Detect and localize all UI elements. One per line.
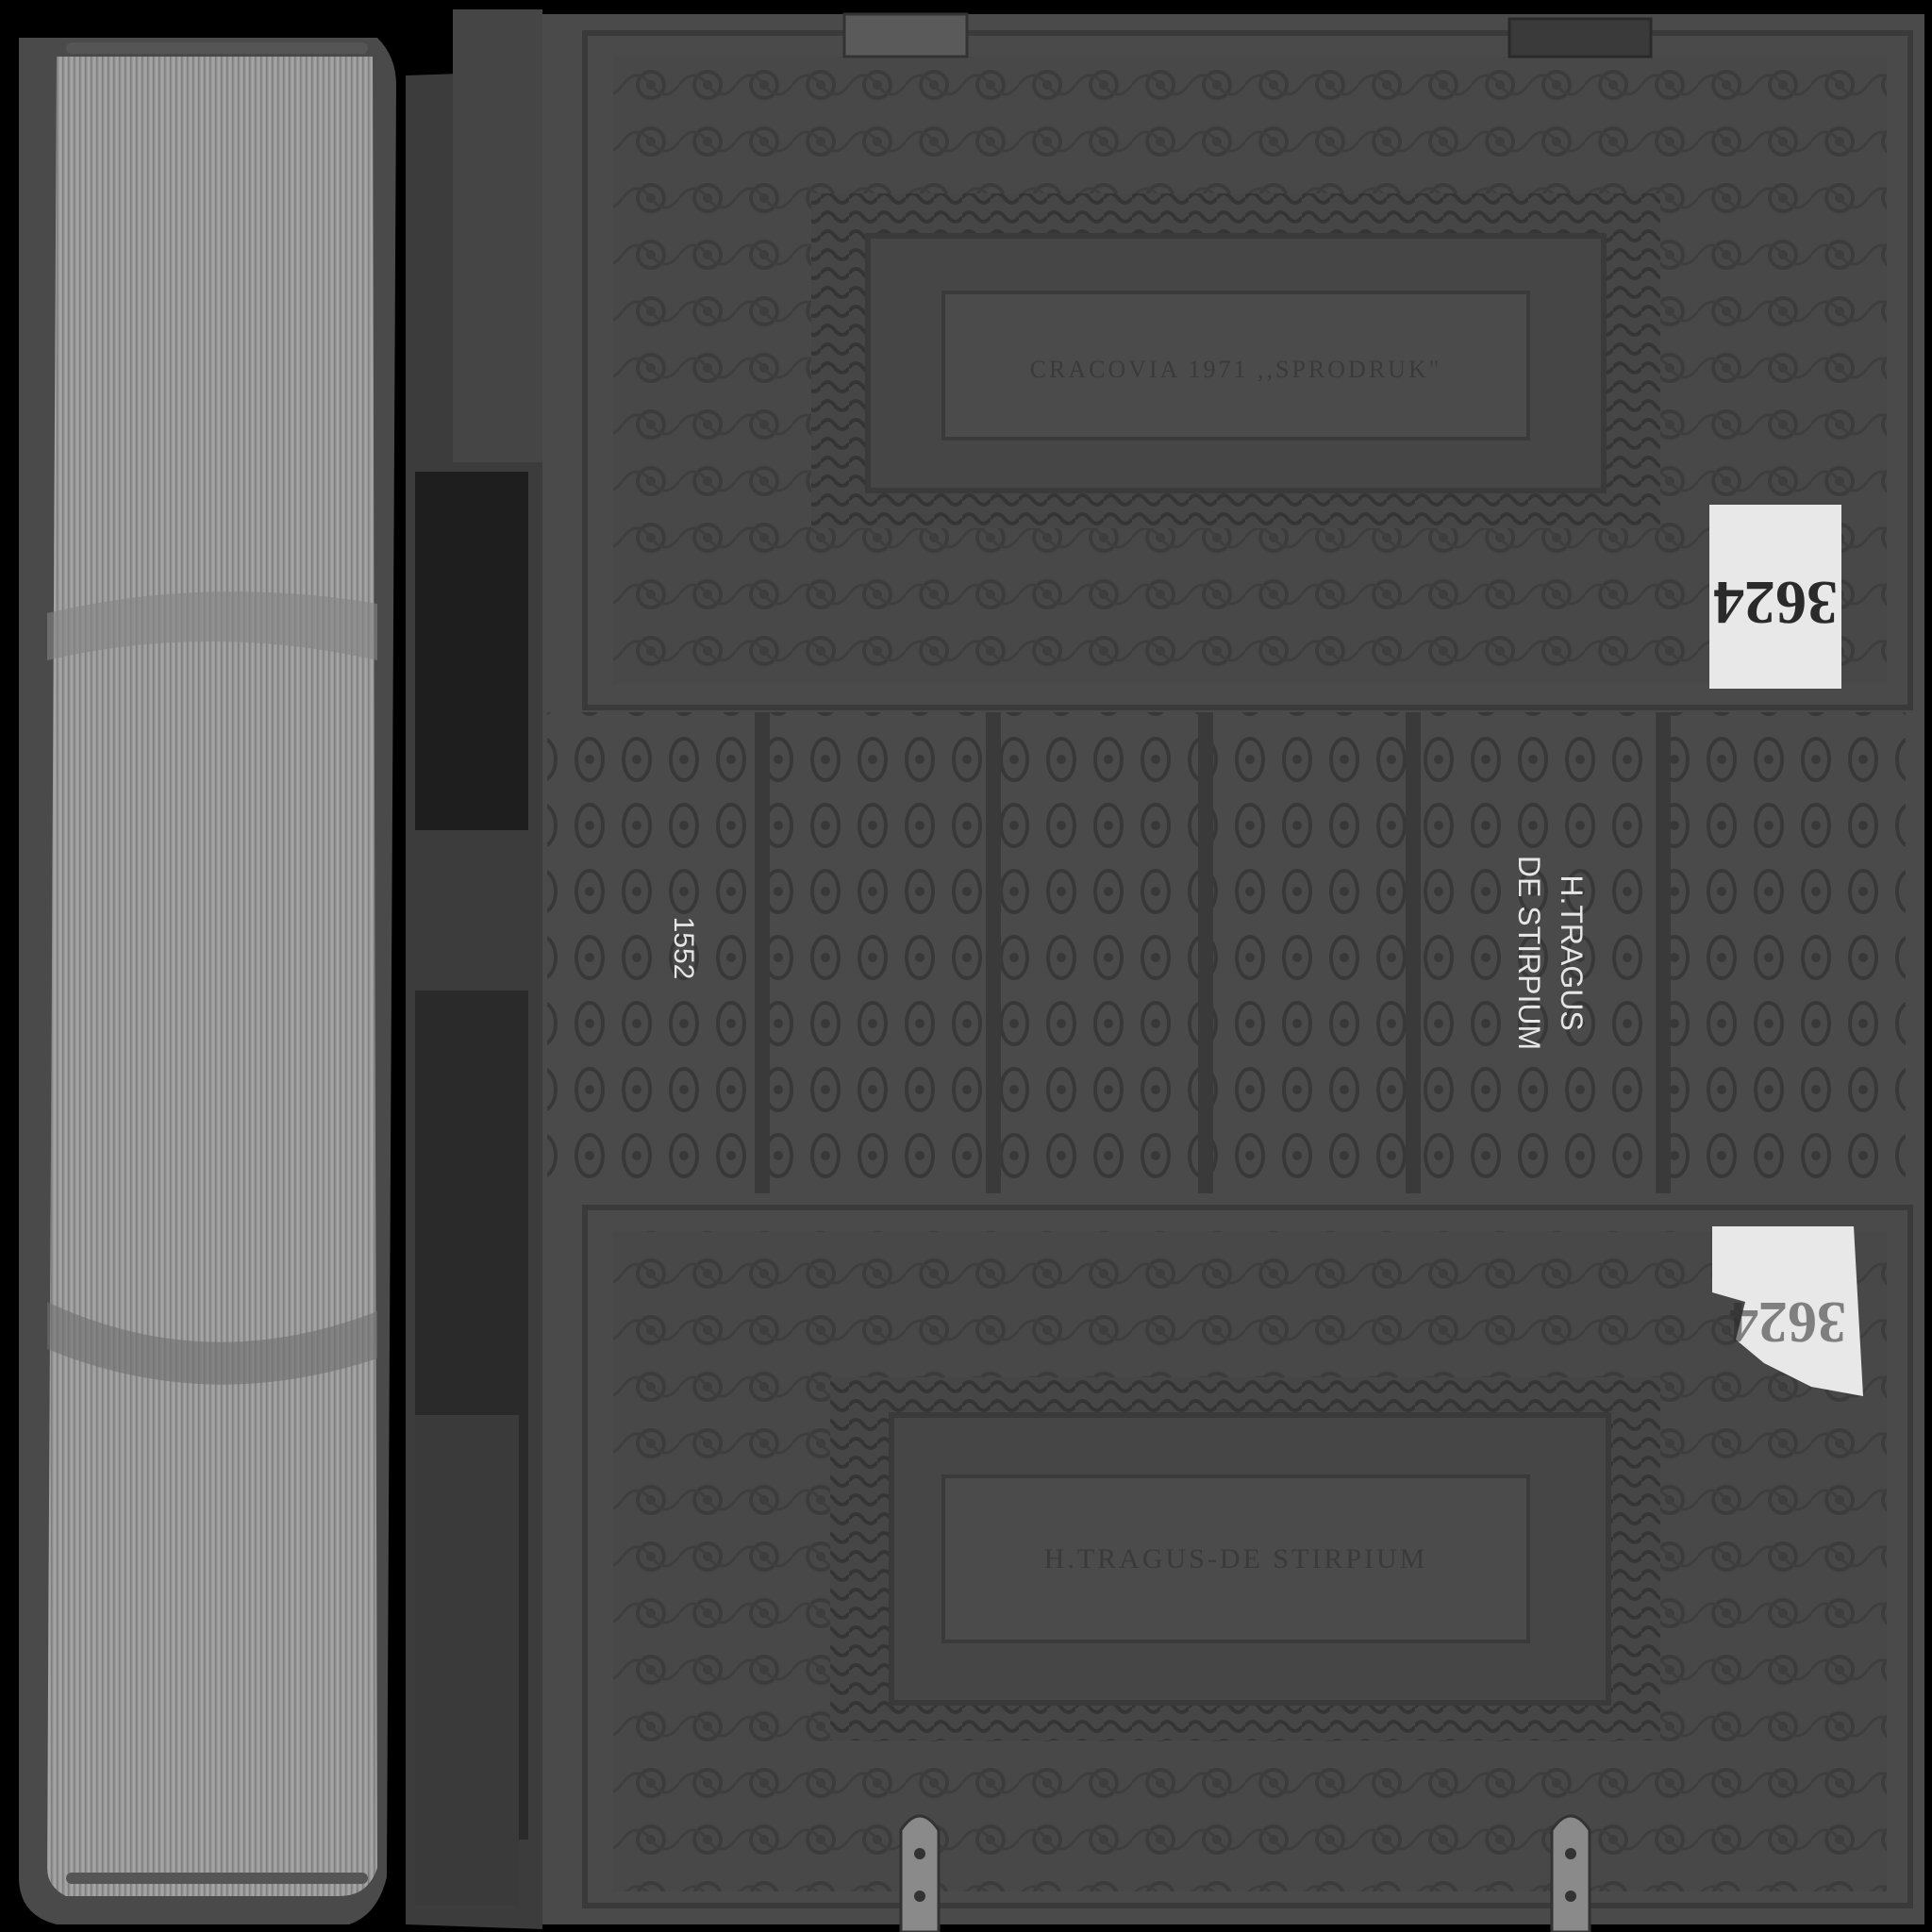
spine-title-line1: H.TRAGUS [1555,874,1589,1031]
top-shelf-label [1709,505,1841,689]
bottom-clasp-right [1552,1816,1590,1932]
top-clasp-right [1509,19,1651,57]
leather-covers [542,14,1924,1932]
bottom-cover-embossed-text: H.TRAGUS-DE STIRPIUM [1043,1543,1428,1574]
spine-edge-strip [406,9,542,1929]
bottom-cover [585,1208,1910,1932]
top-clasp-left [844,14,967,57]
bottom-clasp-left [901,1816,939,1932]
spine-title-line2: DE STIRPIUM [1512,855,1546,1051]
spine-year: 1552 [668,916,699,980]
top-cover-embossed-text: CRACOVIA 1971 ,,SPRODRUK" [1029,356,1442,383]
fore-edge [19,38,396,1924]
bottom-shelf-label-number: 3624 [1729,1289,1846,1354]
spine-panel [547,712,1906,1193]
top-cover [585,14,1910,708]
top-shelf-label-number: 3624 [1713,567,1838,637]
